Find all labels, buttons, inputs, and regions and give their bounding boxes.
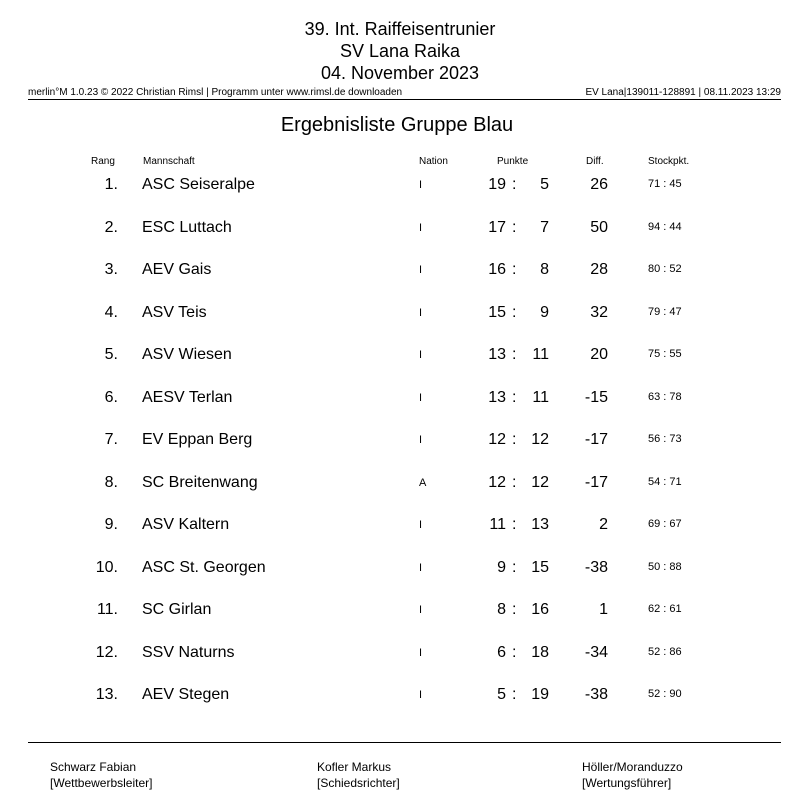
difference: 20 — [590, 346, 608, 363]
rank-cell: 12. — [95, 643, 118, 661]
difference: -38 — [584, 686, 608, 703]
table-row — [0, 516, 800, 540]
difference: 28 — [590, 261, 608, 278]
signature-name: Kofler Markus — [317, 760, 392, 774]
event-date: 04. November 2023 — [320, 63, 480, 83]
difference: -17 — [584, 473, 608, 491]
points-separator: : — [512, 473, 517, 491]
signature-role: [Schiedsrichter] — [317, 776, 400, 790]
table-row — [0, 601, 800, 625]
team-name: SSV Naturns — [142, 643, 235, 661]
signature-role: [Wertungsführer] — [582, 776, 672, 790]
table-row — [0, 686, 800, 710]
table-row — [0, 644, 800, 668]
nation-code: I — [419, 646, 423, 659]
column-header-stockpkt: Stockpkt. — [648, 156, 690, 167]
column-header-nation: Nation — [419, 156, 448, 167]
stone-points: 62 : 61 — [648, 603, 682, 615]
team-name: AESV Terlan — [142, 388, 233, 406]
column-header-diff: Diff. — [586, 156, 604, 167]
points-for: 17 — [488, 218, 506, 236]
table-row — [0, 346, 800, 370]
points-separator: : — [512, 601, 517, 618]
team-name: EV Eppan Berg — [142, 431, 253, 448]
stone-points: 56 : 73 — [648, 433, 682, 445]
points-against: 11 — [532, 388, 549, 406]
rank-cell: 4. — [104, 303, 118, 321]
stone-points: 63 : 78 — [648, 390, 682, 403]
points-for: 8 — [497, 601, 506, 618]
stone-points: 54 : 71 — [648, 475, 682, 488]
signature-competition-director — [50, 759, 153, 791]
nation-code: I — [419, 519, 423, 531]
points-against: 5 — [540, 176, 549, 193]
table-row — [0, 431, 800, 455]
rank-cell: 8. — [104, 473, 118, 491]
points-against: 7 — [540, 218, 549, 236]
rank-cell: 10. — [95, 558, 118, 576]
rank-cell: 7. — [104, 431, 118, 448]
team-name: AEV Gais — [142, 261, 212, 278]
page-title: Ergebnisliste Gruppe Blau — [280, 114, 514, 136]
points-for: 5 — [497, 686, 506, 703]
difference: -17 — [584, 431, 608, 448]
points-separator: : — [512, 558, 517, 576]
points-separator: : — [512, 176, 517, 193]
nation-code: I — [419, 434, 423, 446]
team-name: ASV Teis — [142, 303, 207, 321]
points-against: 15 — [531, 558, 549, 576]
signature-name: Schwarz Fabian — [50, 760, 137, 774]
points-for: 15 — [488, 303, 506, 321]
difference: 32 — [590, 303, 608, 321]
nation-code: I — [419, 221, 423, 234]
table-row — [0, 389, 800, 413]
difference: 2 — [599, 516, 608, 533]
document-reference: EV Lana|139011-128891 | 08.11.2023 13:29 — [585, 87, 781, 98]
points-for: 16 — [488, 261, 506, 278]
points-against: 12 — [531, 473, 549, 491]
stone-points: 69 : 67 — [648, 518, 682, 530]
difference: 26 — [590, 176, 608, 193]
team-name: ESC Luttach — [142, 218, 232, 236]
rank-cell: 11. — [96, 601, 118, 618]
nation-code: I — [419, 264, 423, 276]
team-name: ASC Seiseralpe — [142, 176, 255, 193]
difference: -38 — [584, 558, 608, 576]
points-for: 11 — [489, 516, 506, 533]
points-separator: : — [512, 686, 517, 703]
column-header-rang: Rang — [91, 156, 115, 167]
difference: 50 — [590, 218, 608, 236]
points-separator: : — [512, 346, 517, 363]
header-divider — [28, 99, 781, 100]
signature-name: Höller/Moranduzzo — [582, 760, 683, 774]
points-for: 13 — [488, 346, 506, 363]
points-for: 19 — [488, 176, 506, 193]
points-separator: : — [512, 218, 517, 236]
rank-cell: 5. — [104, 346, 118, 363]
team-name: AEV Stegen — [142, 686, 230, 703]
points-against: 19 — [531, 686, 549, 703]
points-against: 13 — [531, 516, 549, 533]
rank-cell: 6. — [104, 388, 118, 406]
points-for: 9 — [497, 558, 506, 576]
points-for: 6 — [497, 643, 506, 661]
points-separator: : — [512, 303, 517, 321]
points-separator: : — [512, 431, 517, 448]
stone-points: 75 : 55 — [648, 348, 682, 360]
points-for: 13 — [488, 388, 506, 406]
table-row — [0, 261, 800, 285]
signature-scorekeeper — [582, 759, 683, 791]
rank-cell: 9. — [104, 516, 118, 533]
team-name: SC Girlan — [142, 601, 212, 618]
points-for: 12 — [488, 431, 506, 448]
team-name: SC Breitenwang — [142, 473, 258, 491]
difference: -34 — [584, 643, 608, 661]
column-header-punkte: Punkte — [497, 156, 529, 167]
points-separator: : — [512, 261, 517, 278]
nation-code: I — [419, 561, 423, 574]
points-separator: : — [512, 388, 517, 406]
stone-points: 71 : 45 — [648, 178, 682, 190]
stone-points: 52 : 86 — [648, 645, 682, 658]
stone-points: 80 : 52 — [648, 263, 682, 275]
document-header — [0, 18, 800, 84]
stone-points: 52 : 90 — [648, 688, 682, 700]
points-separator: : — [512, 516, 517, 533]
points-against: 18 — [531, 643, 549, 661]
points-against: 9 — [540, 303, 549, 321]
difference: 1 — [599, 601, 608, 618]
team-name: ASV Wiesen — [142, 346, 232, 363]
column-header-mannschaft: Mannschaft — [143, 156, 195, 167]
stone-points: 79 : 47 — [648, 305, 682, 318]
table-row — [0, 474, 800, 498]
rank-cell: 3. — [104, 261, 118, 278]
nation-code: I — [419, 604, 423, 616]
rank-cell: 2. — [104, 218, 118, 236]
stone-points: 50 : 88 — [648, 560, 682, 573]
points-against: 11 — [532, 346, 549, 363]
signature-role: [Wettbewerbsleiter] — [50, 776, 153, 790]
nation-code: I — [419, 391, 423, 404]
nation-code: I — [419, 179, 423, 191]
table-row — [0, 176, 800, 200]
difference: -15 — [584, 388, 608, 406]
nation-code: I — [419, 689, 423, 701]
table-row — [0, 304, 800, 328]
team-name: ASC St. Georgen — [142, 558, 266, 576]
nation-code: I — [419, 306, 423, 319]
signature-referee — [317, 759, 400, 791]
footer-divider — [28, 742, 781, 743]
nation-code: I — [419, 349, 423, 361]
tournament-title: 39. Int. Raiffeisentrunier — [304, 19, 496, 39]
rank-cell: 13. — [95, 686, 118, 703]
table-row — [0, 219, 800, 243]
nation-code: A — [419, 476, 427, 489]
points-for: 12 — [488, 473, 506, 491]
team-name: ASV Kaltern — [142, 516, 230, 533]
points-against: 16 — [531, 601, 549, 618]
stone-points: 94 : 44 — [648, 220, 682, 233]
organizer-name: SV Lana Raika — [339, 41, 461, 61]
points-against: 12 — [531, 431, 549, 448]
software-credit: merlin°M 1.0.23 © 2022 Christian Rimsl | Programm unter www.rimsl.de downloaden — [28, 87, 403, 98]
points-separator: : — [512, 643, 517, 661]
table-row — [0, 559, 800, 583]
points-against: 8 — [540, 261, 549, 278]
rank-cell: 1. — [104, 176, 118, 193]
